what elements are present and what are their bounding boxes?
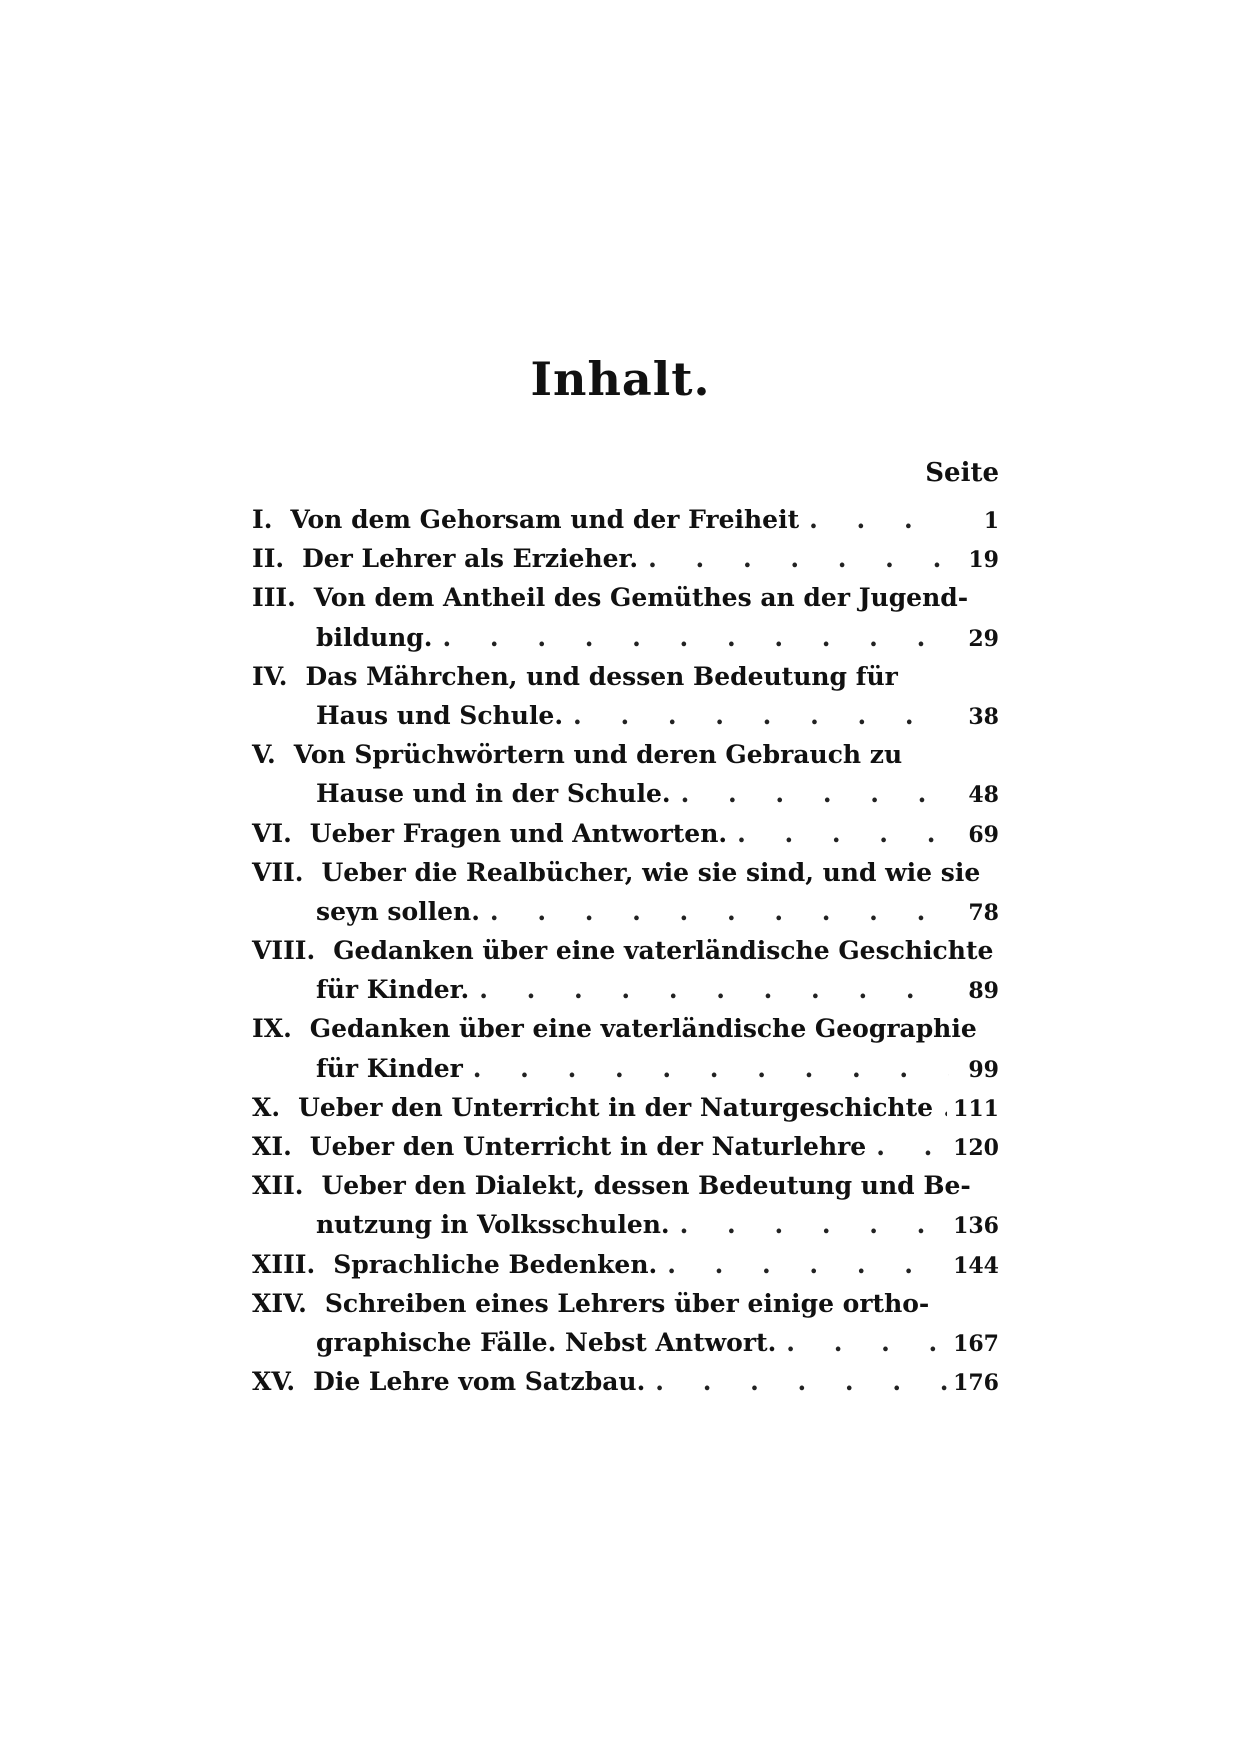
page-number: 176 — [953, 1370, 999, 1397]
dot-leader — [681, 774, 949, 813]
toc-line — [252, 1088, 999, 1127]
chapter-title: Ueber Fragen und Antworten. — [309, 818, 728, 848]
page-number: 144 — [953, 1252, 999, 1279]
chapter-title: seyn sollen. — [316, 896, 480, 926]
toc-line — [252, 1284, 999, 1323]
page-title: Inhalt. — [530, 352, 711, 406]
toc-entry — [252, 814, 999, 853]
toc-line — [252, 657, 999, 696]
toc-entry — [252, 500, 999, 539]
page-number: 38 — [968, 703, 999, 730]
chapter-number: XI. — [252, 1132, 292, 1161]
chapter-title: nutzung in Volksschulen. — [316, 1210, 670, 1240]
toc-line — [252, 1127, 999, 1166]
toc-line — [252, 696, 999, 735]
chapter-title: Von dem Antheil des Gemüthes an der Jugend- — [313, 583, 969, 613]
chapter-title: Ueber den Unterricht in der Naturlehre — [309, 1132, 867, 1161]
toc-entry — [252, 931, 999, 1009]
chapter-number: X. — [252, 1092, 281, 1122]
chapter-number: VI. — [252, 818, 292, 848]
chapter-title: Haus und Schule. — [316, 700, 564, 730]
page-number: 48 — [968, 782, 999, 809]
page-number: 136 — [953, 1213, 999, 1240]
chapter-title: Von Sprüchwörtern und deren Gebrauch zu — [293, 740, 903, 770]
page-number: 167 — [953, 1330, 999, 1357]
toc-line — [252, 735, 999, 774]
chapter-title: Hause und in der Schule. — [316, 779, 671, 809]
toc-line — [252, 1245, 999, 1284]
dot-leader — [655, 1362, 947, 1401]
toc-line — [252, 853, 999, 892]
toc-entry — [252, 735, 999, 813]
table-of-contents — [252, 500, 999, 1401]
dot-leader — [443, 618, 950, 657]
page-column-label: Seite — [925, 458, 999, 488]
chapter-number: V. — [252, 740, 276, 770]
page-number: 99 — [968, 1056, 999, 1083]
toc-entry — [252, 657, 999, 735]
chapter-number: VIII. — [252, 936, 316, 966]
chapter-number: VII. — [252, 857, 304, 887]
chapter-title: Gedanken über eine vaterländische Geographie — [309, 1014, 977, 1044]
dot-leader — [786, 1323, 947, 1362]
toc-line — [252, 1049, 999, 1088]
chapter-number: IV. — [252, 661, 288, 691]
chapter-title: Der Lehrer als Erzieher. — [302, 544, 639, 574]
toc-entry — [252, 1245, 999, 1284]
page-number: 120 — [953, 1135, 999, 1161]
toc-line — [252, 892, 999, 931]
chapter-number: IX. — [252, 1014, 292, 1044]
toc-line — [252, 1323, 999, 1362]
page-number: 1 — [983, 508, 999, 534]
toc-line — [252, 1009, 999, 1048]
chapter-title: für Kinder. — [316, 975, 470, 1005]
chapter-title: Ueber den Dialekt, dessen Bedeutung und Be- — [321, 1171, 971, 1201]
page-number: 19 — [968, 547, 999, 574]
toc-line — [252, 1362, 999, 1401]
chapter-title: graphische Fälle. Nebst Antwort. — [316, 1327, 777, 1357]
chapter-title: Die Lehre vom Satzbau. — [313, 1367, 646, 1397]
page-number: 89 — [968, 978, 999, 1005]
toc-entry — [252, 539, 999, 578]
dot-leader — [479, 970, 949, 1009]
toc-entry — [252, 853, 999, 931]
toc-line — [252, 500, 999, 539]
chapter-title: für Kinder — [316, 1053, 463, 1083]
chapter-number: II. — [252, 544, 285, 574]
dot-leader — [809, 500, 949, 539]
toc-line — [252, 578, 999, 617]
toc-entry — [252, 1284, 999, 1362]
chapter-number: XV. — [252, 1367, 296, 1397]
chapter-number: XII. — [252, 1171, 304, 1201]
toc-line — [252, 1166, 999, 1205]
toc-entry — [252, 1088, 999, 1127]
chapter-title: Schreiben eines Lehrers über einige ortho- — [324, 1288, 930, 1318]
dot-leader — [680, 1205, 947, 1244]
page-number: 78 — [968, 899, 999, 926]
toc-line — [252, 931, 999, 970]
toc-line — [252, 618, 999, 657]
dot-leader — [943, 1088, 947, 1127]
page-number: 69 — [968, 821, 999, 848]
toc-entry — [252, 1362, 999, 1401]
chapter-title: Ueber den Unterricht in der Naturgeschichte — [298, 1092, 934, 1122]
toc-entry — [252, 1166, 999, 1244]
dot-leader — [667, 1245, 947, 1284]
chapter-title: Gedanken über eine vaterländische Geschichte — [333, 936, 994, 966]
chapter-number: XIV. — [252, 1288, 307, 1318]
toc-entry — [252, 1009, 999, 1087]
toc-line — [252, 1205, 999, 1244]
chapter-title: bildung. — [316, 622, 433, 652]
dot-leader — [648, 539, 949, 578]
dot-leader — [573, 696, 949, 735]
page-number: 111 — [953, 1095, 999, 1122]
chapter-title: Das Mährchen, und dessen Bedeutung für — [305, 661, 898, 691]
chapter-title: Sprachliche Bedenken. — [333, 1249, 658, 1279]
toc-line — [252, 814, 999, 853]
page-number: 29 — [968, 625, 999, 652]
toc-line — [252, 970, 999, 1009]
chapter-title: Von dem Gehorsam und der Freiheit — [290, 505, 800, 534]
toc-entry — [252, 1127, 999, 1166]
chapter-number: I. — [252, 505, 273, 534]
toc-entry — [252, 578, 999, 656]
dot-leader — [490, 892, 949, 931]
chapter-title: Ueber die Realbücher, wie sie sind, und wie sie — [321, 857, 981, 887]
chapter-number: III. — [252, 583, 296, 613]
chapter-number: XIII. — [252, 1249, 316, 1279]
toc-line — [252, 539, 999, 578]
toc-line — [252, 774, 999, 813]
dot-leader — [473, 1049, 949, 1088]
dot-leader — [876, 1127, 947, 1166]
dot-leader — [737, 814, 949, 853]
